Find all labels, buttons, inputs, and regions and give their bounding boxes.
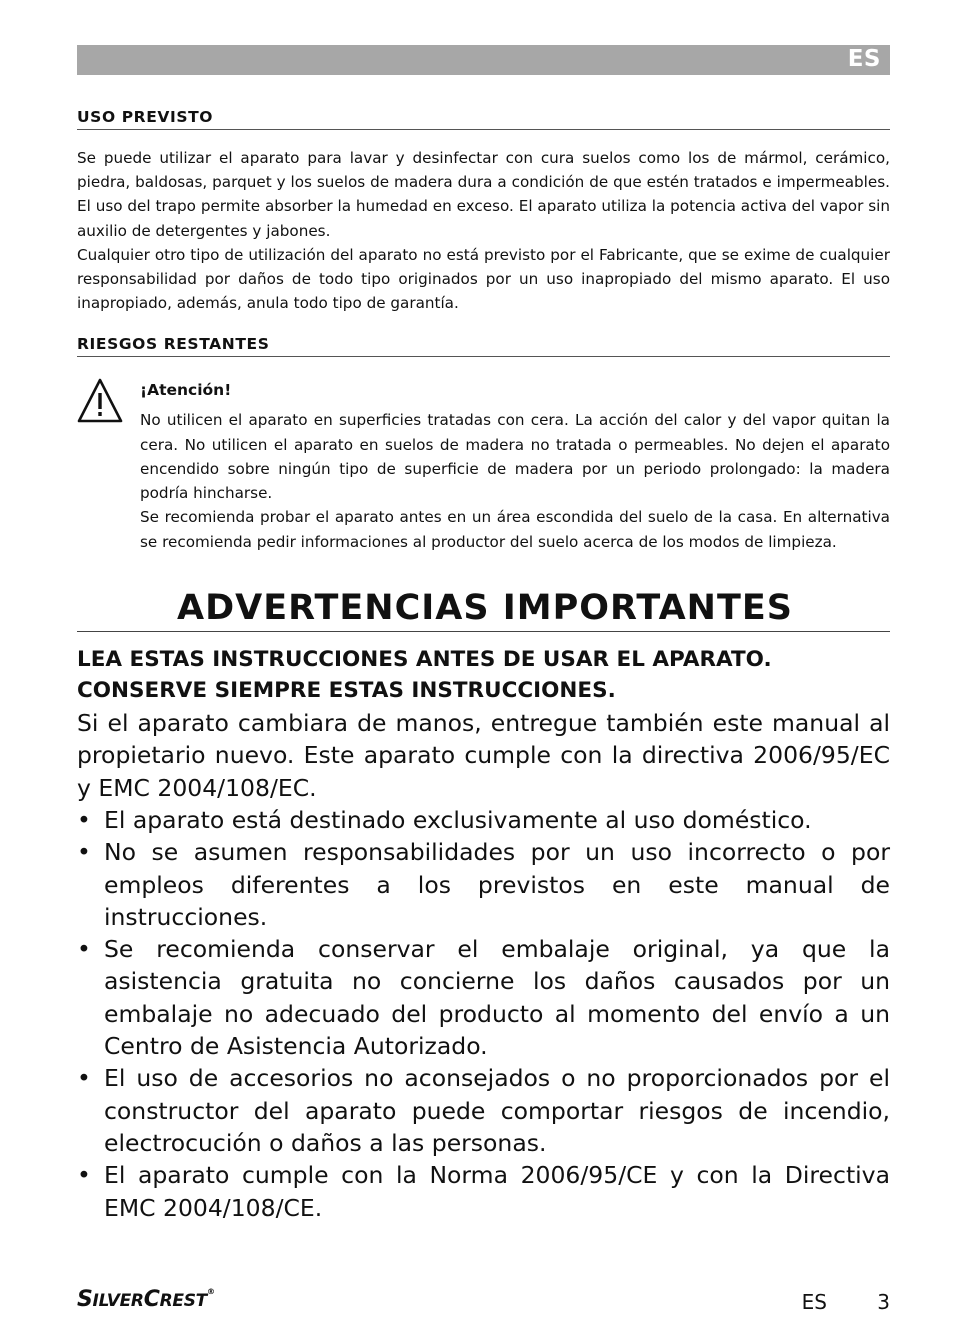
footer-language: ES <box>801 1290 827 1314</box>
warning-triangle-icon <box>77 378 123 424</box>
section-heading-uso-previsto: USO PREVISTO <box>77 108 890 130</box>
warning-paragraph-2: Se recomienda probar el aparato antes en un área escondida del suelo de la casa. En alternativa se recomienda pedir informaciones al productor del suelo acerca de los modos de limpieza. <box>140 508 890 551</box>
language-header-bar <box>77 45 890 75</box>
list-item: • No se asumen responsabilidades por un uso incorrecto o por empleos diferentes a los previstos en este manual de instrucciones. <box>77 838 890 931</box>
advertencias-bullet-list <box>77 804 890 1224</box>
uso-previsto-paragraph-2: Cualquier otro tipo de utilización del aparato no está previsto por el Fabricante, que se exime de cualquier responsabilidad por daños de todo tipo originados por un uso inapropiado del mismo aparato. El uso inapropiado, además, anula todo tipo de garantía. <box>77 245 890 313</box>
attention-label: ¡Atención! <box>140 381 232 399</box>
page-number: 3 <box>877 1290 890 1314</box>
advertencias-title: ADVERTENCIAS IMPORTANTES <box>77 588 890 632</box>
section-heading-riesgos-restantes: RIESGOS RESTANTES <box>77 335 890 357</box>
silvercrest-logo: SILVERCREST® <box>77 1287 215 1312</box>
uso-previsto-text <box>77 146 890 315</box>
list-item: • El uso de accesorios no aconsejados o no proporcionados por el constructor del aparato puede comportar riesgos de incendio, electrocución o daños a las personas. <box>77 1064 890 1157</box>
warning-block <box>140 378 890 554</box>
advertencias-lead <box>77 644 890 706</box>
uso-previsto-paragraph-1: Se puede utilizar el aparato para lavar y desinfectar con cura suelos como los de mármol, cerámico, piedra, baldosas, parquet y los suelos de madera dura a condición de que estén tratados e impermeables. El uso del trapo permite absorber la humedad en exceso. El aparato utiliza la potencia activa del vapor sin auxilio de detergentes y jabones. <box>77 149 890 240</box>
page-footer <box>802 1290 890 1314</box>
warning-paragraph-1: No utilicen el aparato en superficies tratadas con cera. La acción del calor y del vapor quitan la cera. No utilicen el aparato en suelos de madera no tratada o permeables. No dejen el aparato encendido sobre ningún tipo de superficie de madera por un periodo prolongado: la madera podría hincharse. <box>140 411 890 503</box>
lead-line-1: LEA ESTAS INSTRUCCIONES ANTES DE USAR EL APARATO. <box>77 647 772 672</box>
list-item: • Se recomienda conservar el embalaje original, ya que la asistencia gratuita no concierne los daños causados por un embalaje no adecuado del producto al momento del envío a un Centro de Asistencia Autorizado. <box>77 935 890 1061</box>
language-code: ES <box>847 46 881 72</box>
advertencias-intro: Si el aparato cambiara de manos, entregue también este manual al propietario nuevo. Este aparato cumple con la directiva 2006/95/EC y EMC 2004/108/EC. <box>77 709 890 802</box>
list-item: • El aparato está destinado exclusivamente al uso doméstico. <box>77 806 812 834</box>
lead-line-2: CONSERVE SIEMPRE ESTAS INSTRUCCIONES. <box>77 678 616 703</box>
list-item: • El aparato cumple con la Norma 2006/95/CE y con la Directiva EMC 2004/108/CE. <box>77 1161 890 1222</box>
